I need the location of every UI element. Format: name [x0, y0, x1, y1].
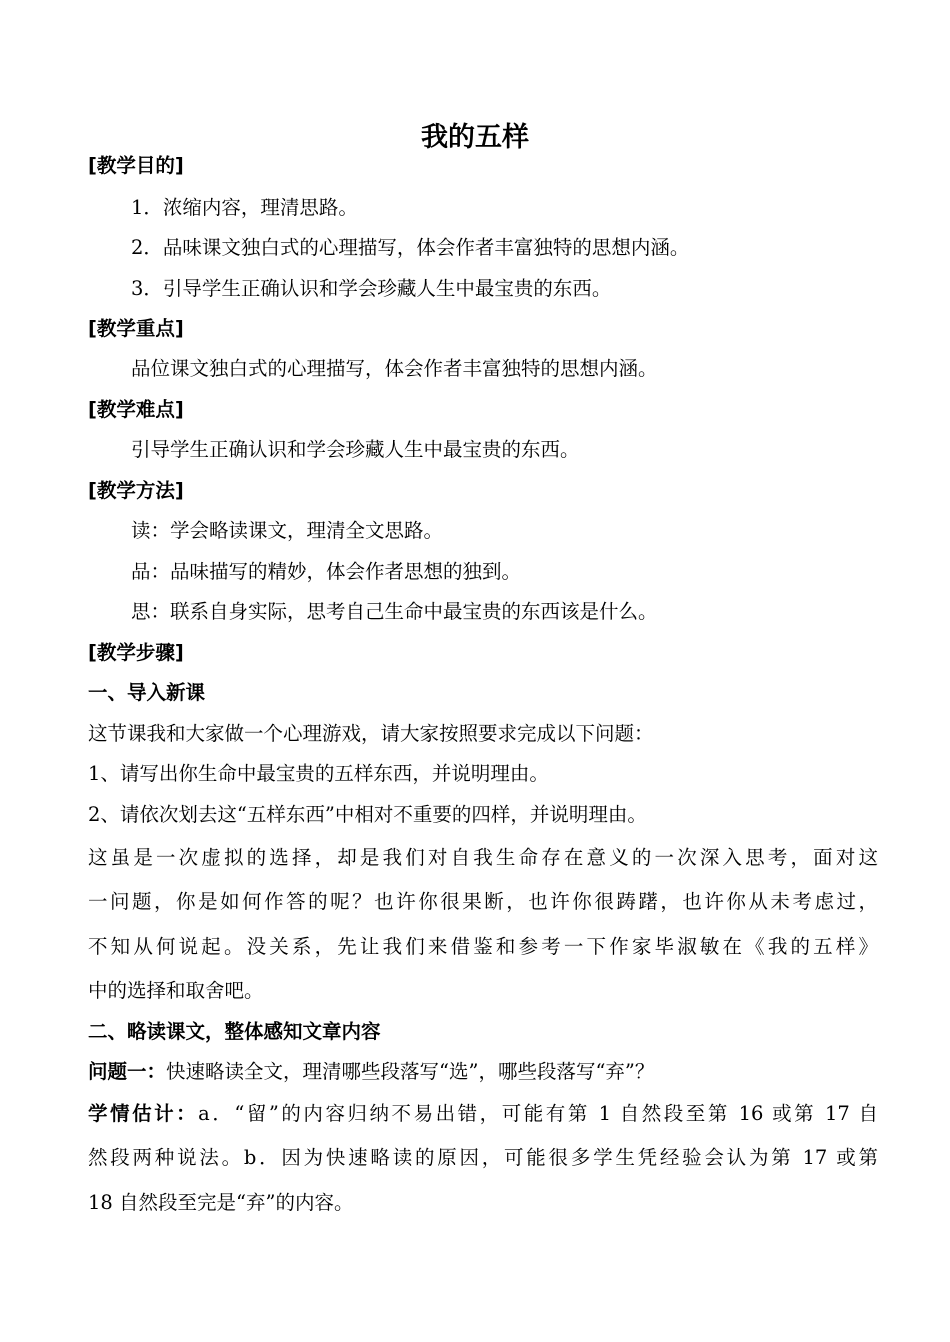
step1-heading: 一、导入新课	[88, 681, 206, 704]
estimate-line-1	[88, 1099, 878, 1129]
step2-heading: 二、略读课文，整体感知文章内容	[88, 1020, 381, 1043]
step1-line-2: 1、请写出你生命中最宝贵的五样东西，并说明理由。	[88, 762, 549, 785]
estimate-line-2: 然段两种说法。b．因为快速略读的原因，可能很多学生凭经验会认为第 17 或第	[88, 1146, 878, 1169]
document-title: 我的五样	[421, 122, 529, 153]
step1-line-4: 这虽是一次虚拟的选择，却是我们对自我生命存在意义的一次深入思考，面对这	[88, 846, 878, 869]
estimate-line-3: 18 自然段至完是“弃”的内容。	[88, 1191, 354, 1214]
steps-heading: [教学步骤]	[88, 641, 184, 664]
step1-line-7: 中的选择和取舍吧。	[88, 979, 264, 1002]
step1-line-3: 2、请依次划去这“五样东西”中相对不重要的四样，并说明理由。	[88, 803, 647, 826]
method-item-read: 读：学会略读课文，理清全文思路。	[131, 519, 444, 542]
question-label: 问题一：	[88, 1060, 167, 1083]
method-item-taste: 品：品味描写的精妙，体会作者思想的独到。	[131, 560, 522, 583]
methods-heading: [教学方法]	[88, 479, 184, 502]
key-points-heading: [教学重点]	[88, 317, 184, 340]
question-text: 快速略读全文，理清哪些段落写“选”，哪些段落写“弃”？	[166, 1060, 655, 1083]
objective-item-3: 3．引导学生正确认识和学会珍藏人生中最宝贵的东西。	[131, 277, 612, 300]
objectives-heading: [教学目的]	[88, 154, 184, 177]
objective-item-1: 1．浓缩内容，理清思路。	[131, 196, 358, 219]
estimate-text-1: a．“留”的内容归纳不易出错，可能有第 1 自然段至第 16 或第 17 自	[198, 1102, 878, 1125]
method-item-think: 思：联系自身实际，思考自己生命中最宝贵的东西该是什么。	[131, 600, 658, 623]
objective-item-2: 2．品味课文独白式的心理描写，体会作者丰富独特的思想内涵。	[131, 236, 690, 259]
difficulties-text: 引导学生正确认识和学会珍藏人生中最宝贵的东西。	[131, 438, 580, 461]
question-one	[88, 1057, 878, 1087]
step1-line-6: 不知从何说起。没关系，先让我们来借鉴和参考一下作家毕淑敏在《我的五样》	[88, 935, 878, 958]
key-points-text: 品位课文独白式的心理描写，体会作者丰富独特的思想内涵。	[131, 357, 658, 380]
estimate-label: 学情估计：	[88, 1102, 199, 1125]
step1-line-1: 这节课我和大家做一个心理游戏，请大家按照要求完成以下问题：	[88, 722, 654, 745]
difficulties-heading: [教学难点]	[88, 398, 184, 421]
step1-line-5: 一问题，你是如何作答的呢？也许你很果断，也许你很踌躇，也许你从未考虑过，	[88, 890, 878, 913]
